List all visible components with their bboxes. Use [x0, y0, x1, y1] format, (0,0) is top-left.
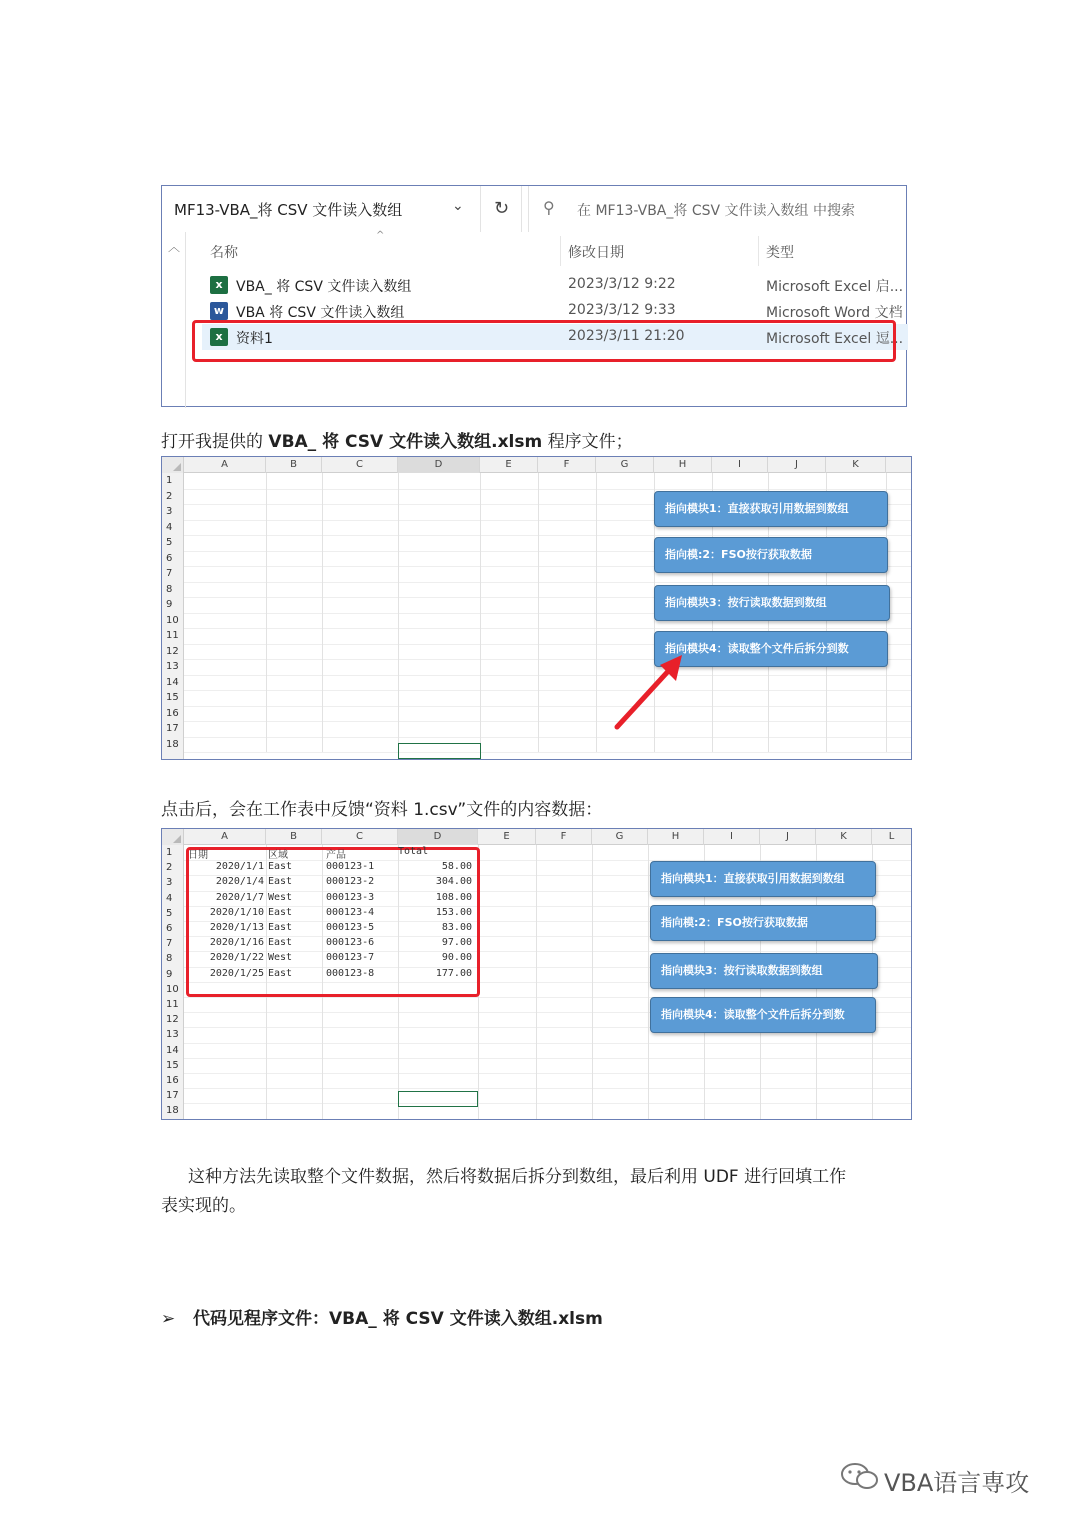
row-header[interactable]: 16	[166, 1075, 179, 1086]
row-header[interactable]: 11	[166, 630, 179, 641]
row-header[interactable]: 17	[166, 1090, 179, 1102]
row-header[interactable]: 1	[166, 475, 173, 486]
data-cell[interactable]: 2020/1/1	[215, 861, 264, 873]
column-header[interactable]: H	[654, 457, 712, 473]
row-header[interactable]: 13	[166, 1029, 179, 1041]
excel-icon: x	[210, 328, 228, 346]
row-header[interactable]: 4	[166, 521, 173, 533]
gridline	[184, 1119, 912, 1120]
data-cell[interactable]: East	[268, 861, 293, 873]
row-header[interactable]: 17	[166, 723, 179, 734]
row-header[interactable]: 18	[166, 738, 179, 750]
gridline	[184, 737, 912, 738]
sort-caret-icon: ^	[376, 230, 385, 241]
data-cell[interactable]: East	[268, 937, 293, 949]
header-cell[interactable]: 产品	[326, 850, 346, 861]
column-header[interactable]: A	[184, 829, 266, 845]
module1-button[interactable]: 指向模块1：直接获取引用数据到数组	[650, 861, 876, 897]
data-cell[interactable]: 2020/1/13	[209, 922, 264, 933]
column-header[interactable]: D	[398, 457, 480, 473]
column-header-date[interactable]: 修改日期	[568, 245, 624, 261]
gridline	[184, 675, 912, 676]
gridline	[184, 706, 912, 707]
column-separator	[560, 236, 561, 266]
column-header[interactable]: A	[184, 457, 266, 473]
row-header[interactable]: 10	[166, 614, 179, 626]
search-box[interactable]	[528, 186, 908, 232]
column-header[interactable]: D	[398, 829, 478, 845]
column-header[interactable]: H	[648, 829, 704, 845]
row-header[interactable]: 8	[166, 953, 173, 965]
paragraph-after-click: 点击后，会在工作表中反馈“资料 1.csv”文件的内容数据：	[161, 800, 603, 820]
module3-button[interactable]: 指向模块3：按行读取数据到数组	[650, 953, 878, 989]
data-cell[interactable]: 108.00	[435, 891, 472, 903]
row-header[interactable]: 3	[166, 506, 173, 517]
row-header[interactable]: 16	[166, 707, 179, 719]
module3-button[interactable]: 指向模块3：按行读取数据到数组	[654, 585, 890, 621]
file-date: 2023/3/12 9:33	[568, 302, 676, 318]
word-icon: w	[210, 302, 228, 320]
data-cell[interactable]: 2020/1/22	[209, 952, 264, 964]
gridline	[538, 473, 539, 752]
file-type: Microsoft Word 文档	[766, 305, 903, 321]
row-header[interactable]: 5	[166, 907, 173, 919]
module4-button[interactable]: 指向模块4：读取整个文件后拆分到数	[654, 631, 888, 667]
gridline	[184, 1088, 912, 1089]
data-cell[interactable]: 2020/1/10	[209, 906, 264, 918]
column-header[interactable]: J	[760, 829, 816, 845]
row-header-bar	[162, 473, 184, 760]
file-type: Microsoft Excel 逗...	[766, 331, 904, 347]
gridline	[592, 845, 593, 1119]
row-header[interactable]: 15	[166, 1059, 179, 1071]
module2-button[interactable]: 指向模:2：FSO按行获取数据	[654, 537, 888, 573]
column-header[interactable]: B	[266, 457, 322, 473]
paragraph-open-file	[161, 427, 633, 452]
text: 打开我提供的	[161, 432, 269, 452]
chevron-down-icon[interactable]: ⌄	[452, 198, 464, 214]
data-cell[interactable]: 2020/1/7	[215, 891, 264, 903]
data-cell[interactable]: 000123-5	[326, 922, 375, 933]
data-cell[interactable]: 2020/1/16	[209, 937, 264, 949]
data-cell[interactable]: 000123-3	[326, 891, 375, 903]
paragraph-method-line1: 这种方法先读取整个文件数据，然后将数据后拆分到数组，最后利用 UDF 进行回填工作	[188, 1167, 847, 1187]
gridline	[266, 473, 267, 752]
data-cell[interactable]: East	[268, 922, 293, 933]
gridline	[184, 489, 912, 490]
data-cell[interactable]: West	[268, 891, 293, 903]
row-header[interactable]: 2	[166, 862, 173, 874]
row-header[interactable]: 8	[166, 583, 173, 595]
excel-sheet-after	[161, 828, 912, 1120]
data-cell[interactable]: 000123-8	[326, 967, 375, 979]
gridline	[184, 535, 912, 536]
row-header[interactable]: 10	[166, 983, 179, 995]
column-header-type[interactable]: 类型	[766, 245, 794, 261]
file-row[interactable]	[202, 272, 908, 298]
data-cell[interactable]: 153.00	[435, 906, 472, 918]
column-header[interactable]: L	[872, 829, 912, 845]
search-placeholder[interactable]: 在 MF13-VBA_将 CSV 文件读入数组 中搜索	[577, 203, 855, 219]
gridline	[184, 690, 912, 691]
column-header[interactable]: B	[266, 829, 322, 845]
data-cell[interactable]: 2020/1/4	[215, 876, 264, 888]
column-header[interactable]: K	[826, 457, 886, 473]
header-cell[interactable]: Total	[398, 846, 429, 857]
data-cell[interactable]: East	[268, 906, 293, 918]
data-cell[interactable]: 58.00	[441, 861, 472, 873]
file-name-bold: VBA_ 将 CSV 文件读入数组.xlsm	[268, 432, 543, 452]
select-all-corner[interactable]	[162, 829, 184, 845]
code-reference-text: 代码见程序文件：VBA_ 将 CSV 文件读入数组.xlsm	[193, 1309, 603, 1329]
gridline	[184, 1103, 912, 1104]
column-header-bar	[162, 829, 911, 845]
nav-pane	[162, 232, 186, 408]
data-cell[interactable]: 304.00	[435, 876, 472, 888]
data-cell[interactable]: 000123-6	[326, 937, 375, 949]
column-header[interactable]: G	[596, 457, 654, 473]
module4-button[interactable]: 指向模块4：读取整个文件后拆分到数	[650, 997, 876, 1033]
header-cell[interactable]: 日期	[188, 850, 208, 861]
gridline	[184, 721, 912, 722]
row-header[interactable]: 5	[166, 537, 173, 548]
data-cell[interactable]: 177.00	[435, 967, 472, 979]
gridline	[322, 473, 323, 752]
refresh-icon[interactable]: ↻	[480, 186, 522, 232]
red-arrow-icon	[602, 647, 702, 737]
column-header[interactable]: C	[322, 457, 398, 473]
watermark-text: VBA语言専攻	[884, 1469, 1030, 1497]
gridline	[184, 628, 912, 629]
gridline	[480, 473, 481, 752]
file-date: 2023/3/11 21:20	[568, 328, 685, 344]
column-header[interactable]: F	[536, 829, 592, 845]
bullet-arrow-icon: ➢	[161, 1309, 176, 1329]
selected-cell[interactable]	[398, 1091, 478, 1107]
column-header[interactable]: G	[592, 829, 648, 845]
search-icon: ⚲	[543, 198, 555, 217]
row-header[interactable]: 2	[166, 490, 173, 502]
gridline	[184, 752, 912, 753]
gridline	[184, 582, 912, 583]
row-header[interactable]: 1	[166, 847, 173, 858]
header-cell[interactable]: 区域	[268, 850, 288, 861]
column-header[interactable]: I	[704, 829, 760, 845]
data-cell[interactable]: 000123-7	[326, 952, 375, 964]
row-header[interactable]: 14	[166, 1044, 179, 1056]
data-cell[interactable]: 97.00	[441, 937, 472, 949]
file-date: 2023/3/12 9:22	[568, 276, 676, 292]
column-separator	[758, 236, 759, 266]
gridline	[184, 1058, 912, 1059]
column-header[interactable]: I	[712, 457, 768, 473]
row-header-bar	[162, 845, 184, 1120]
data-cell[interactable]: 000123-4	[326, 906, 375, 918]
data-cell[interactable]: 000123-1	[326, 861, 375, 873]
row-header[interactable]: 12	[166, 1014, 179, 1026]
address-bar[interactable]	[162, 186, 522, 232]
gridline	[184, 1073, 912, 1074]
row-header[interactable]: 3	[166, 877, 173, 889]
row-header[interactable]: 6	[166, 552, 173, 564]
file-name: VBA 将 CSV 文件读入数组	[236, 305, 405, 321]
data-cell[interactable]: East	[268, 967, 293, 979]
column-header[interactable]: C	[322, 829, 398, 845]
excel-icon: x	[210, 276, 228, 294]
highlight-box	[192, 320, 896, 362]
module1-button[interactable]: 指向模块1：直接获取引用数据到数组	[654, 491, 888, 527]
row-header[interactable]: 9	[166, 968, 173, 980]
row-header[interactable]: 9	[166, 599, 173, 610]
gridline	[648, 845, 649, 1119]
row-header[interactable]: 14	[166, 676, 179, 688]
row-header[interactable]: 4	[166, 892, 173, 904]
paragraph-method-line2: 表实现的。	[161, 1196, 246, 1216]
row-header[interactable]: 15	[166, 692, 179, 703]
column-header-bar	[162, 457, 911, 473]
selected-cell[interactable]	[398, 743, 481, 759]
file-type: Microsoft Excel 启...	[766, 279, 904, 295]
column-header[interactable]: E	[478, 829, 536, 845]
data-cell[interactable]: West	[268, 952, 293, 964]
column-header[interactable]: K	[816, 829, 872, 845]
data-cell[interactable]: 2020/1/25	[209, 967, 264, 979]
text: 程序文件；	[542, 432, 633, 452]
watermark	[840, 1461, 1029, 1498]
module2-button[interactable]: 指向模:2：FSO按行获取数据	[650, 905, 876, 941]
excel-sheet-before	[161, 456, 912, 760]
row-header[interactable]: 7	[166, 938, 173, 950]
select-all-corner[interactable]	[162, 457, 184, 473]
bullet-code-reference	[161, 1304, 603, 1329]
wechat-icon	[840, 1461, 884, 1497]
gridline	[398, 473, 399, 752]
file-name: 资料1	[236, 331, 273, 347]
file-name: VBA_ 将 CSV 文件读入数组	[236, 279, 412, 295]
row-header[interactable]: 7	[166, 568, 173, 579]
gridline	[596, 473, 597, 752]
data-cell[interactable]: 83.00	[441, 922, 472, 933]
column-header-name[interactable]: 名称	[210, 245, 238, 261]
gridline	[184, 1043, 912, 1044]
address-path[interactable]: MF13-VBA_将 CSV 文件读入数组	[174, 201, 403, 219]
file-explorer-window	[161, 185, 907, 407]
row-header[interactable]: 13	[166, 661, 179, 672]
row-header[interactable]: 6	[166, 923, 173, 934]
data-cell[interactable]: East	[268, 876, 293, 888]
column-header[interactable]: J	[768, 457, 826, 473]
data-cell[interactable]: 90.00	[441, 952, 472, 964]
row-header[interactable]: 12	[166, 645, 179, 657]
row-header[interactable]: 18	[166, 1105, 179, 1117]
data-cell[interactable]: 000123-2	[326, 876, 375, 888]
column-header[interactable]: E	[480, 457, 538, 473]
row-header[interactable]: 11	[166, 999, 179, 1010]
gridline	[536, 845, 537, 1119]
chevron-up-icon[interactable]: ︿	[168, 240, 181, 254]
column-header[interactable]: F	[538, 457, 596, 473]
